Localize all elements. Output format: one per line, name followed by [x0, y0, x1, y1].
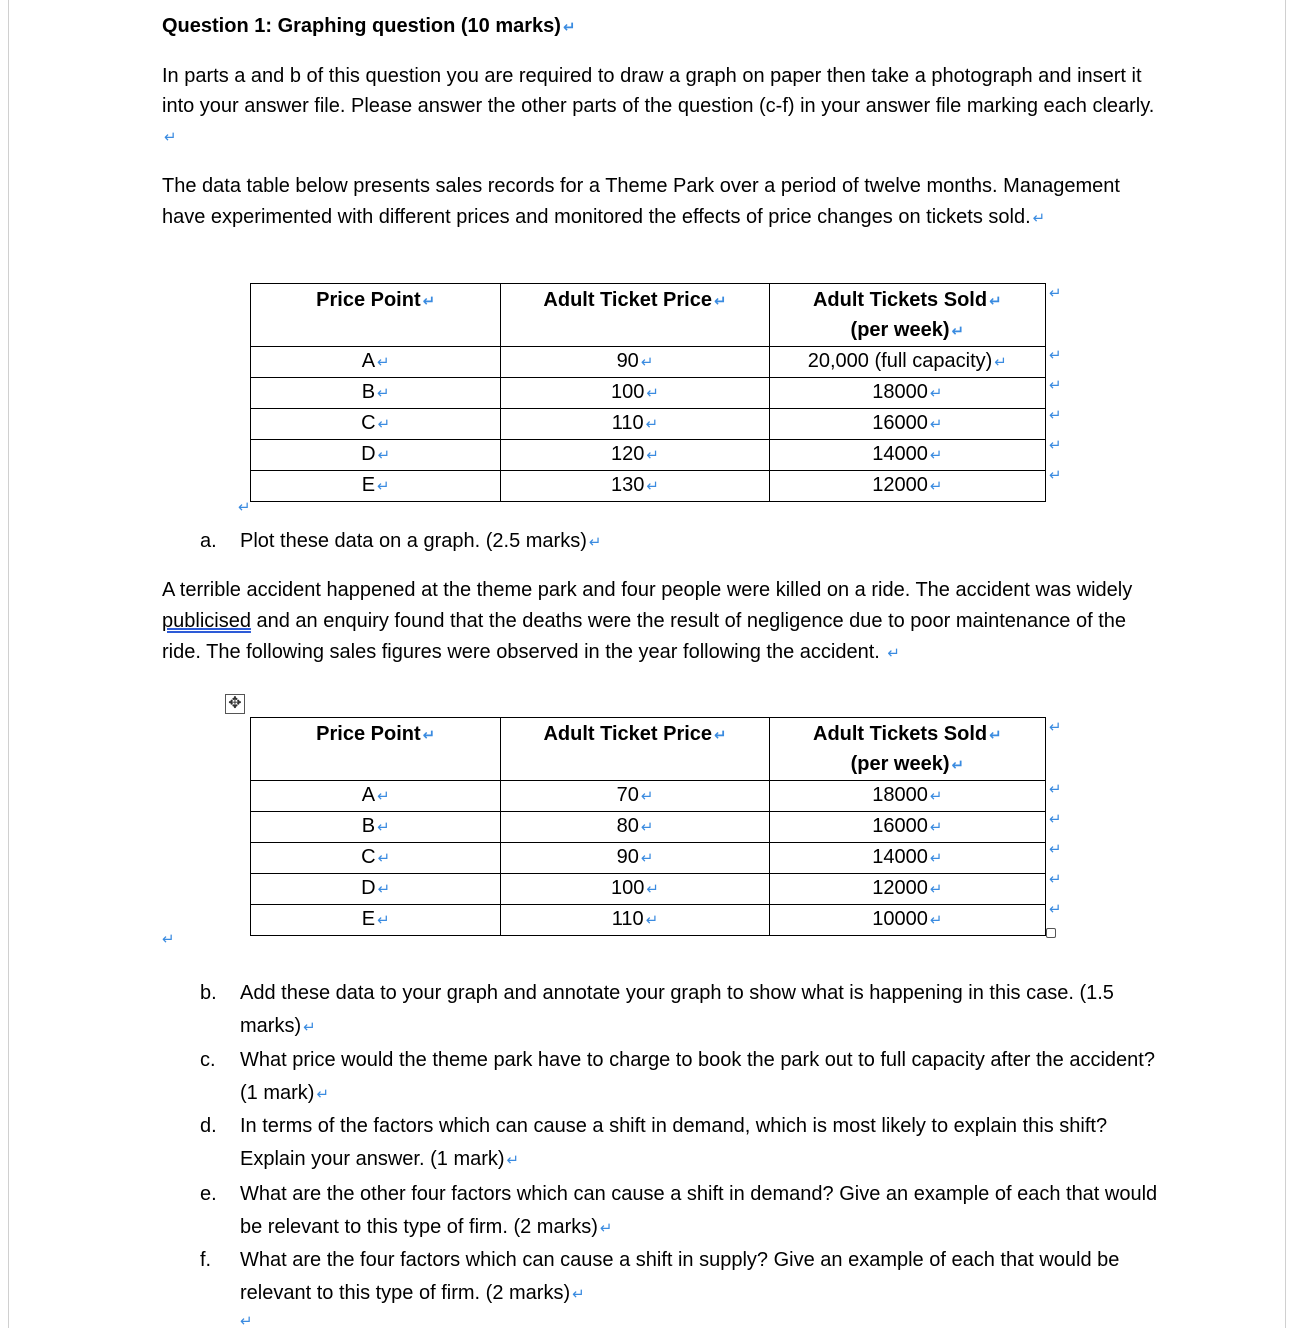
- paragraph-mark: ↵: [377, 850, 391, 867]
- cell-sold: 18000 ↵: [769, 781, 1045, 812]
- table-row: [251, 781, 1046, 812]
- paragraph-mark: ↵: [506, 1152, 520, 1169]
- paragraph-mark: ↵: [640, 819, 654, 836]
- cell-price-point: B ↵: [251, 378, 501, 409]
- table-row: [251, 905, 1046, 936]
- cell-price: 70 ↵: [501, 781, 769, 812]
- paragraph-mark: ↵: [929, 416, 943, 433]
- cell-price-point: C ↵: [251, 843, 501, 874]
- paragraph-mark: ↵: [377, 416, 391, 433]
- cell-price-point: A ↵: [251, 781, 501, 812]
- paragraph-mark: ↵: [377, 788, 390, 805]
- header-adult-tickets-sold: Adult Tickets Sold ↵ (per week) ↵: [769, 284, 1045, 347]
- paragraph-mark: ↵: [929, 788, 943, 805]
- cell-price: 110 ↵: [501, 905, 769, 936]
- row-end-mark: ↵: [1049, 347, 1062, 364]
- paragraph-mark: ↵: [377, 478, 390, 495]
- paragraph-mark: ↵: [714, 727, 727, 744]
- cell-price-point: D ↵: [251, 440, 501, 471]
- cell-sold: 20,000 (full capacity) ↵: [769, 347, 1045, 378]
- paragraph-mark: ↵: [994, 354, 1007, 371]
- cell-price-point: E ↵: [251, 905, 501, 936]
- table-move-handle[interactable]: ✥: [225, 694, 245, 714]
- paragraph-mark: ↵: [377, 819, 390, 836]
- paragraph-mark: ↵: [645, 912, 659, 929]
- list-label: c.: [200, 1049, 216, 1071]
- spelling-flagged-word: publicised: [162, 610, 251, 632]
- row-end-mark: ↵: [1049, 811, 1062, 828]
- row-end-mark: ↵: [1049, 285, 1062, 302]
- paragraph-mark: ↵: [951, 323, 965, 340]
- cell-price-point: A ↵: [251, 347, 501, 378]
- cell-sold: 12000 ↵: [769, 471, 1045, 502]
- paragraph-mark: ↵: [1032, 210, 1046, 227]
- paragraph-mark: ↵: [164, 129, 177, 146]
- list-label: b.: [200, 982, 217, 1004]
- table-row: [251, 378, 1046, 409]
- paragraph-mark: ↵: [646, 447, 659, 464]
- paragraph-mark: ↵: [645, 416, 659, 433]
- paragraph-mark: ↵: [640, 850, 654, 867]
- paragraph-mark: ↵: [929, 385, 943, 402]
- cell-price-point: E ↵: [251, 471, 501, 502]
- table-row: [251, 409, 1046, 440]
- row-end-mark: ↵: [1049, 407, 1062, 424]
- paragraph-mark: ↵: [599, 1220, 613, 1237]
- table-header-row: [251, 284, 1046, 347]
- cell-price: 100 ↵: [501, 874, 769, 905]
- paragraph-mark: ↵: [646, 881, 659, 898]
- cell-sold: 10000 ↵: [769, 905, 1045, 936]
- paragraph-mark: ↵: [887, 645, 900, 662]
- row-end-mark: ↵: [1049, 871, 1062, 888]
- data-intro-paragraph: The data table below presents sales records for a Theme Park over a period of twelve months. Management have experimented with different prices and monitored the effects of price changes on tickets sold. ↵: [162, 175, 1120, 228]
- cell-price: 130 ↵: [501, 471, 769, 502]
- paragraph-mark: ↵: [377, 881, 391, 898]
- paragraph-mark: ↵: [929, 912, 943, 929]
- cell-price: 90 ↵: [501, 843, 769, 874]
- list-label: e.: [200, 1183, 217, 1205]
- cell-price: 100 ↵: [501, 378, 769, 409]
- list-label: a.: [200, 530, 217, 552]
- page-left-edge: [8, 0, 9, 1328]
- header-adult-ticket-price: Adult Ticket Price ↵: [501, 284, 769, 347]
- paragraph-mark: ↵: [377, 385, 390, 402]
- paragraph-mark: ↵: [929, 478, 943, 495]
- paragraph-mark: ↵: [588, 534, 602, 551]
- empty-paragraph-mark: ↵: [162, 931, 175, 948]
- table-row: [251, 874, 1046, 905]
- cell-sold: 16000 ↵: [769, 812, 1045, 843]
- cell-sold: 16000 ↵: [769, 409, 1045, 440]
- cell-price-point: C ↵: [251, 409, 501, 440]
- table-row: [251, 471, 1046, 502]
- row-end-mark: ↵: [1049, 841, 1062, 858]
- table-row: [251, 440, 1046, 471]
- cell-price: 80 ↵: [501, 812, 769, 843]
- cell-sold: 14000 ↵: [769, 440, 1045, 471]
- paragraph-mark: ↵: [951, 757, 965, 774]
- cell-price-point: D ↵: [251, 874, 501, 905]
- header-adult-tickets-sold: Adult Tickets Sold ↵ (per week) ↵: [769, 718, 1045, 781]
- row-end-mark: ↵: [1049, 467, 1062, 484]
- paragraph-mark: ↵: [422, 727, 436, 744]
- cell-sold: 18000 ↵: [769, 378, 1045, 409]
- question-heading: Question 1: Graphing question (10 marks) ↵: [162, 15, 576, 37]
- list-label: d.: [200, 1115, 217, 1137]
- row-end-mark: ↵: [1049, 901, 1062, 918]
- paragraph-mark: ↵: [377, 447, 391, 464]
- paragraph-mark: ↵: [989, 727, 1002, 744]
- table-row: [251, 812, 1046, 843]
- table-resize-handle[interactable]: [1046, 928, 1056, 938]
- list-text: Plot these data on a graph. (2.5 marks) ↵: [240, 530, 602, 552]
- paragraph-mark: ↵: [640, 354, 654, 371]
- empty-paragraph-mark: ↵: [240, 1313, 253, 1330]
- paragraph-mark: ↵: [422, 293, 436, 310]
- row-end-mark: ↵: [1049, 377, 1062, 394]
- row-end-mark: ↵: [1049, 781, 1062, 798]
- list-text: What price would the theme park have to charge to book the park out to full capacity after the accident? (1 mark) ↵: [240, 1049, 1155, 1104]
- paragraph-mark: ↵: [929, 850, 943, 867]
- cell-price: 90 ↵: [501, 347, 769, 378]
- paragraph-mark: ↵: [316, 1086, 330, 1103]
- paragraph-mark: ↵: [989, 293, 1002, 310]
- list-text: Add these data to your graph and annotate your graph to show what is happening in this case. (1.5 marks) ↵: [240, 982, 1114, 1037]
- paragraph-mark: ↵: [377, 354, 390, 371]
- row-end-mark: ↵: [1049, 719, 1062, 736]
- table-row: [251, 347, 1046, 378]
- list-text: What are the four factors which can cause a shift in supply? Give an example of each that would be relevant to this type of firm. (2 marks) ↵: [240, 1249, 1120, 1304]
- paragraph-mark: ↵: [303, 1019, 316, 1036]
- paragraph-mark: ↵: [929, 819, 943, 836]
- price-table-before-accident: [250, 283, 1046, 502]
- paragraph-mark: ↵: [572, 1286, 585, 1303]
- price-table-after-accident: [250, 717, 1046, 936]
- cell-price-point: B ↵: [251, 812, 501, 843]
- header-price-point: Price Point ↵: [251, 284, 501, 347]
- cell-price: 120 ↵: [501, 440, 769, 471]
- row-end-mark: ↵: [1049, 437, 1062, 454]
- paragraph-mark: ↵: [929, 447, 943, 464]
- paragraph-mark: ↵: [562, 19, 576, 36]
- cell-sold: 14000 ↵: [769, 843, 1045, 874]
- table-row: [251, 843, 1046, 874]
- header-price-point: Price Point ↵: [251, 718, 501, 781]
- paragraph-mark: ↵: [646, 478, 659, 495]
- list-text: What are the other four factors which can cause a shift in demand? Give an example of each that would be relevant to this type of firm. (2 marks) ↵: [240, 1183, 1158, 1238]
- paragraph-mark: ↵: [929, 881, 943, 898]
- empty-paragraph-mark: ↵: [238, 499, 251, 516]
- paragraph-mark: ↵: [377, 912, 390, 929]
- list-text: In terms of the factors which can cause a shift in demand, which is most likely to explain this shift? Explain your answer. (1 mark) ↵: [240, 1115, 1108, 1170]
- paragraph-mark: ↵: [646, 385, 659, 402]
- paragraph-mark: ↵: [640, 788, 654, 805]
- paragraph-mark: ↵: [713, 293, 727, 310]
- page-right-edge: [1285, 0, 1286, 1328]
- cell-price: 110 ↵: [501, 409, 769, 440]
- list-label: f.: [200, 1249, 212, 1271]
- accident-paragraph: A terrible accident happened at the theme park and four people were killed on a ride. The accident was widely publicised and an enquiry found that the deaths were the result of negligence due to poor maintenance of the ride. The following sales figures were observed in the year following the accident. ↵: [162, 579, 1133, 663]
- header-adult-ticket-price: Adult Ticket Price ↵: [501, 718, 769, 781]
- intro-paragraph: In parts a and b of this question you are required to draw a graph on paper then take a photograph and insert it into your answer file. Please answer the other parts of the question (c-f) in your answer file marking each clearly. ↵: [162, 65, 1155, 146]
- table-header-row: [251, 718, 1046, 781]
- cell-sold: 12000 ↵: [769, 874, 1045, 905]
